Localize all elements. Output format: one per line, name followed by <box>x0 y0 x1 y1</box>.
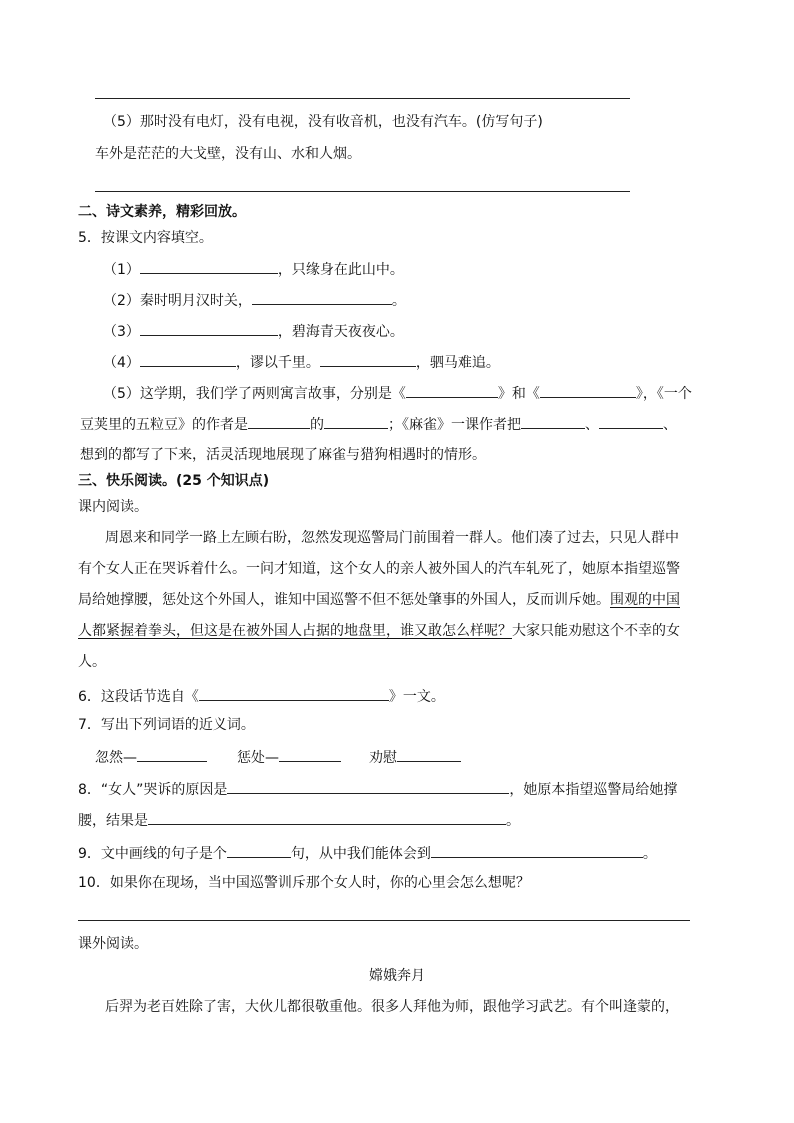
passage-line-2: 有个女人正在哭诉着什么。一问才知道，这个女人的亲人被外国人的汽车轧死了，她原本指望巡警 <box>78 561 680 577</box>
q8-text-b: ，她原本指望巡警局给她撑 <box>509 782 678 798</box>
q5-rewrite-prompt: （5）那时没有电灯，没有电视，没有收音机，也没有汽车。(仿写句子) <box>103 114 543 130</box>
poem-item-3-suffix: ，碧海青天夜夜心。 <box>277 324 404 340</box>
q8-text-c: 腰，结果是 <box>78 813 148 829</box>
poem-item-2 <box>103 289 406 311</box>
q9-text-a: 9．文中画线的句子是个 <box>78 846 227 862</box>
q5-title: 5．按课文内容填空。 <box>78 230 213 246</box>
q7: 7．写出下列词语的近义词。 <box>78 717 255 733</box>
blank-q8-1[interactable] <box>227 778 509 794</box>
answer-line-q10[interactable] <box>78 920 690 921</box>
q7-word-1: 忽然— <box>95 750 137 766</box>
blank-fable-1[interactable] <box>406 382 498 398</box>
q10: 10．如果你在现场，当中国巡警训斥那个女人时，你的心里会怎么想呢？ <box>78 875 530 891</box>
q9-text-c: 。 <box>642 846 657 862</box>
passage-line-3 <box>78 590 680 610</box>
underlined-sentence-start: 围观的中国 <box>610 592 680 608</box>
fable-text-a: （5）这学期，我们学了两则寓言故事，分别是《 <box>103 386 406 402</box>
blank-author[interactable] <box>248 413 310 429</box>
poem-item-1 <box>103 258 404 280</box>
story-title: 嫦娥奔月 <box>369 968 425 984</box>
fable-l2-d: 、 <box>585 417 599 433</box>
inclass-reading-label: 课内阅读。 <box>78 499 148 515</box>
fable-l2-a: 豆荚里的五粒豆》的作者是 <box>80 417 248 433</box>
underlined-sentence-end: 人都紧握着拳头，但这是在被外国人占据的地盘里，谁又敢怎么样呢？ <box>78 623 512 639</box>
passage-line-4-text: 大家只能劝慰这个不幸的女 <box>512 623 680 639</box>
q8-line-2 <box>78 809 520 831</box>
blank-4b[interactable] <box>320 351 416 367</box>
blank-q9-1[interactable] <box>227 842 291 858</box>
poem-item-2-suffix: 。 <box>391 293 406 309</box>
answer-line-rewrite[interactable] <box>95 191 630 192</box>
passage-line-4 <box>78 621 680 641</box>
fable-l2-b: 的 <box>310 417 324 433</box>
blank-fable-2[interactable] <box>540 382 636 398</box>
q9-text-b: 句，从中我们能体会到 <box>290 846 431 862</box>
poem-item-3-prefix: （3） <box>103 324 140 340</box>
fable-l2-c: ；《麻雀》一课作者把 <box>388 417 521 433</box>
poem-item-1-suffix: ，只缘身在此山中。 <box>277 262 404 278</box>
blank-2[interactable] <box>252 289 392 305</box>
passage-line-5: 人。 <box>78 654 106 670</box>
blank-q7-3[interactable] <box>397 746 461 762</box>
q7-word-3: 劝慰 <box>369 750 397 766</box>
q8-line-1 <box>78 778 677 800</box>
passage-line-1: 周恩来和同学一路上左顾右盼，忽然发现巡警局门前围着一群人。他们凑了过去，只见人群中 <box>105 530 679 546</box>
poem-item-4-mid: ，谬以千里。 <box>235 355 320 371</box>
q8-text-d: 。 <box>506 813 520 829</box>
blank-q7-2[interactable] <box>279 746 341 762</box>
fable-line-3: 想到的都写了下来，活灵活现地展现了麻雀与猎狗相遇时的情形。 <box>80 447 486 463</box>
section2-heading: 二、诗文素养，精彩回放。 <box>78 204 246 220</box>
q8-text-a: 8．“女人”哭诉的原因是 <box>78 782 228 798</box>
fable-text-b: 》和《 <box>497 386 540 402</box>
blank-q6[interactable] <box>199 685 389 701</box>
passage-line-3-text: 局给她撑腰，惩处这个外国人，谁知中国巡警不但不惩处肇事的外国人，反而训斥她。 <box>78 592 610 608</box>
fable-l2-e: 、 <box>663 417 677 433</box>
section3-heading: 三、快乐阅读。(25 个知识点) <box>78 473 270 489</box>
q6 <box>78 685 445 707</box>
answer-line-top[interactable] <box>95 98 630 99</box>
blank-saw[interactable] <box>521 413 585 429</box>
q9 <box>78 842 657 864</box>
fable-text-c: 》，《一个 <box>635 386 692 402</box>
blank-heard[interactable] <box>599 413 663 429</box>
story-line-1: 后羿为老百姓除了害，大伙儿都很敬重他。很多人拜他为师，跟他学习武艺。有个叫逢蒙的， <box>105 999 679 1015</box>
blank-q8-2[interactable] <box>148 809 506 825</box>
fable-line-2 <box>80 413 677 435</box>
blank-3[interactable] <box>140 320 278 336</box>
blank-4a[interactable] <box>140 351 236 367</box>
blank-nationality[interactable] <box>324 413 388 429</box>
outclass-reading-label: 课外阅读。 <box>78 936 148 952</box>
q7-word-2: 惩处— <box>237 750 279 766</box>
poem-item-4-suffix: ，驷马难追。 <box>415 355 500 371</box>
poem-item-3 <box>103 320 404 342</box>
fable-line-1 <box>103 382 692 404</box>
q7-words <box>95 746 461 768</box>
blank-q9-2[interactable] <box>431 842 643 858</box>
poem-item-2-prefix: （2）秦时明月汉时关， <box>103 293 252 309</box>
blank-q7-1[interactable] <box>137 746 207 762</box>
q5-example-sentence: 车外是茫茫的大戈壁，没有山、水和人烟。 <box>95 146 361 162</box>
poem-item-4-prefix: （4） <box>103 355 140 371</box>
q6-text-a: 6．这段话节选自《 <box>78 689 199 705</box>
poem-item-1-prefix: （1） <box>103 262 140 278</box>
q6-text-b: 》一文。 <box>388 689 445 705</box>
blank-1[interactable] <box>140 258 278 274</box>
poem-item-4 <box>103 351 500 373</box>
